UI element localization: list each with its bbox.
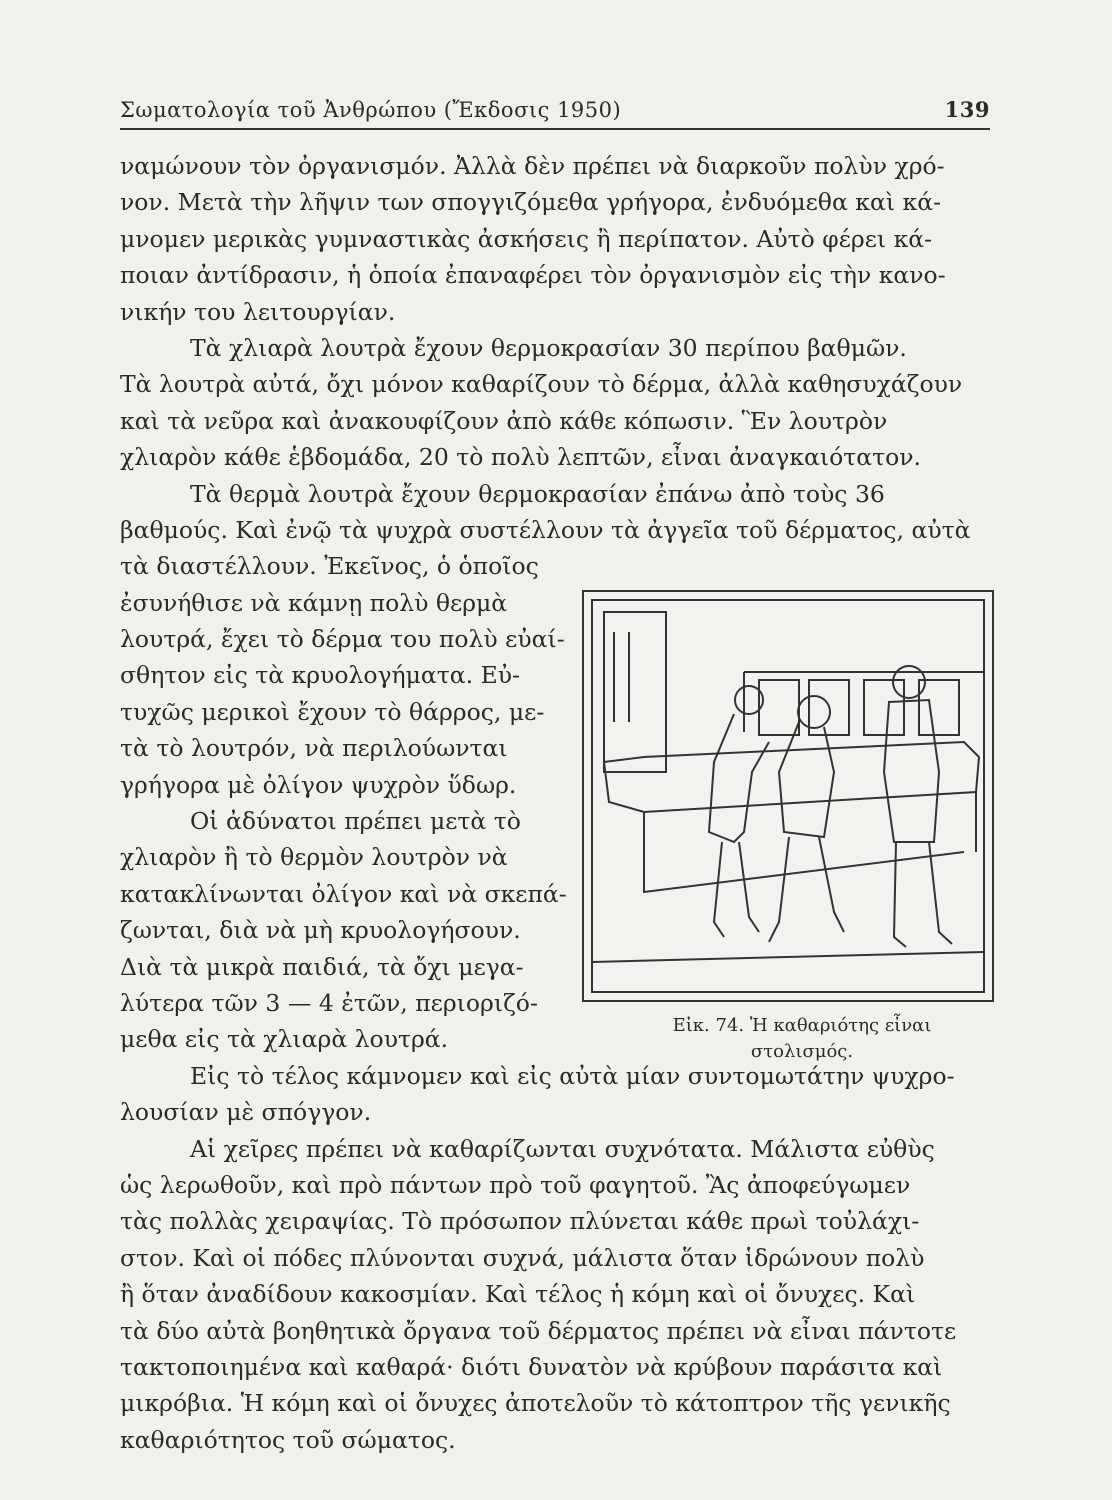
- text-line: σθητον εἰς τὰ κρυολογήματα. Εὐ-: [120, 661, 520, 690]
- text-line: χλιαρὸν ἢ τὸ θερμὸν λουτρὸν νὰ: [120, 843, 508, 872]
- text-line: γρήγορα μὲ ὀλίγον ψυχρὸν ὕδωρ.: [120, 770, 517, 799]
- text-line: ναμώνουν τὸν ὀργανισμόν. Ἀλλὰ δὲν πρέπει νὰ διαρκοῦν πολὺν χρό-: [120, 152, 945, 180]
- figure-illustration: [582, 590, 994, 1002]
- text-line: χλιαρὸν κάθε ἑβδομάδα, 20 τὸ πολὺ λεπτῶν, εἶναι ἀναγκαιότατον.: [120, 443, 922, 472]
- text-line: καθαριότητος τοῦ σώματος.: [120, 1425, 456, 1454]
- washroom-illustration: [584, 592, 992, 1000]
- text-line: Αἱ χεῖρες πρέπει νὰ καθαρίζωνται συχνότατα. Μάλιστα εὐθὺς: [190, 1134, 935, 1163]
- text-line: λουτρά, ἔχει τὸ δέρμα του πολὺ εὐαί-: [120, 625, 565, 654]
- text-line: βαθμούς. Καὶ ἐνῷ τὰ ψυχρὰ συστέλλουν τὰ ἀγγεῖα τοῦ δέρματος, αὐτὰ: [120, 515, 971, 544]
- text-line: μικρόβια. Ἡ κόμη καὶ οἱ ὄνυχες ἀποτελοῦν τὸ κάτοπτρον τῆς γενικῆς: [120, 1389, 951, 1418]
- text-line: τὰ διαστέλλουν. Ἐκεῖνος, ὁ ὁποῖος: [120, 552, 539, 581]
- text-line: Τὰ χλιαρὰ λουτρὰ ἔχουν θερμοκρασίαν 30 περίπου βαθμῶν.: [190, 333, 907, 362]
- text-line: ὡς λερωθοῦν, καὶ πρὸ πάντων πρὸ τοῦ φαγητοῦ. Ἂς ἀποφεύγωμεν: [120, 1170, 911, 1199]
- text-line: κατακλίνωνται ὀλίγον καὶ νὰ σκεπά-: [120, 879, 567, 908]
- page-number: 139: [944, 97, 990, 122]
- paragraph-bottom: [120, 1058, 990, 1458]
- running-header: [120, 92, 990, 130]
- text-line: Εἰς τὸ τέλος κάμνομεν καὶ εἰς αὐτὰ μίαν συντομωτάτην ψυχρο-: [190, 1061, 955, 1090]
- text-line: τὰς πολλὰς χειραψίας. Τὸ πρόσωπον πλύνεται κάθε πρωὶ τοὐλάχι-: [120, 1207, 920, 1236]
- caption-line: Εἰκ. 74. Ἡ καθαριότης εἶναι: [672, 1015, 932, 1036]
- text-line: ἢ ὅταν ἀναδίδουν κακοσμίαν. Καὶ τέλος ἡ κόμη καὶ οἱ ὄνυχες. Καὶ: [120, 1280, 916, 1309]
- text-line: τὰ τὸ λουτρόν, νὰ περιλούωνται: [120, 734, 508, 763]
- text-line: Διὰ τὰ μικρὰ παιδιά, τὰ ὄχι μεγα-: [120, 952, 524, 981]
- text-line: νικήν του λειτουργίαν.: [120, 297, 396, 326]
- text-line: λουσίαν μὲ σπόγγον.: [120, 1098, 372, 1127]
- figure-caption: [612, 1013, 992, 1065]
- text-line: μνομεν μερικὰς γυμναστικὰς ἀσκήσεις ἢ περίπατον. Αὐτὸ φέρει κά-: [120, 224, 933, 253]
- caption-line: στολισμός.: [750, 1041, 854, 1062]
- text-line: τὰ δύο αὐτὰ βοηθητικὰ ὄργανα τοῦ δέρματος πρέπει νὰ εἶναι πάντοτε: [120, 1316, 957, 1345]
- text-line: μεθα εἰς τὰ χλιαρὰ λουτρά.: [120, 1025, 449, 1054]
- text-line: ποιαν ἀντίδρασιν, ἡ ὁποία ἐπαναφέρει τὸν ὀργανισμὸν εἰς τὴν κανο-: [120, 261, 946, 290]
- text-line: Τὰ λουτρὰ αὐτά, ὄχι μόνον καθαρίζουν τὸ δέρμα, ἀλλὰ καθησυχάζουν: [120, 370, 963, 399]
- text-line: νον. Μετὰ τὴν λῆψιν των σπογγιζόμεθα γρήγορα, ἐνδυόμεθα καὶ κά-: [120, 188, 942, 217]
- text-line: λύτερα τῶν 3 — 4 ἐτῶν, περιοριζό-: [120, 988, 538, 1017]
- text-line: τακτοποιημένα καὶ καθαρά· διότι δυνατὸν νὰ κρύβουν παράσιτα καὶ: [120, 1352, 943, 1381]
- text-line: Οἱ ἀδύνατοι πρέπει μετὰ τὸ: [190, 807, 521, 836]
- text-line: ἐσυνήθισε νὰ κάμνῃ πολὺ θερμὰ: [120, 588, 508, 617]
- text-line: ζωνται, διὰ νὰ μὴ κρυολογήσουν.: [120, 916, 521, 945]
- paragraph-top: [120, 148, 990, 548]
- text-line: τυχῶς μερικοὶ ἔχουν τὸ θάρρος, με-: [120, 697, 545, 726]
- text-line: καὶ τὰ νεῦρα καὶ ἀνακουφίζουν ἀπὸ κάθε κόπωσιν. Ἓν λουτρὸν: [120, 406, 888, 435]
- text-line: στον. Καὶ οἱ πόδες πλύνονται συχνά, μάλιστα ὅταν ἱδρώνουν πολὺ: [120, 1243, 925, 1272]
- text-line: Τὰ θερμὰ λουτρὰ ἔχουν θερμοκρασίαν ἐπάνω ἀπὸ τοὺς 36: [190, 479, 885, 508]
- header-title: Σωματολογία τοῦ Ἀνθρώπου (Ἔκδοσις 1950): [120, 98, 622, 122]
